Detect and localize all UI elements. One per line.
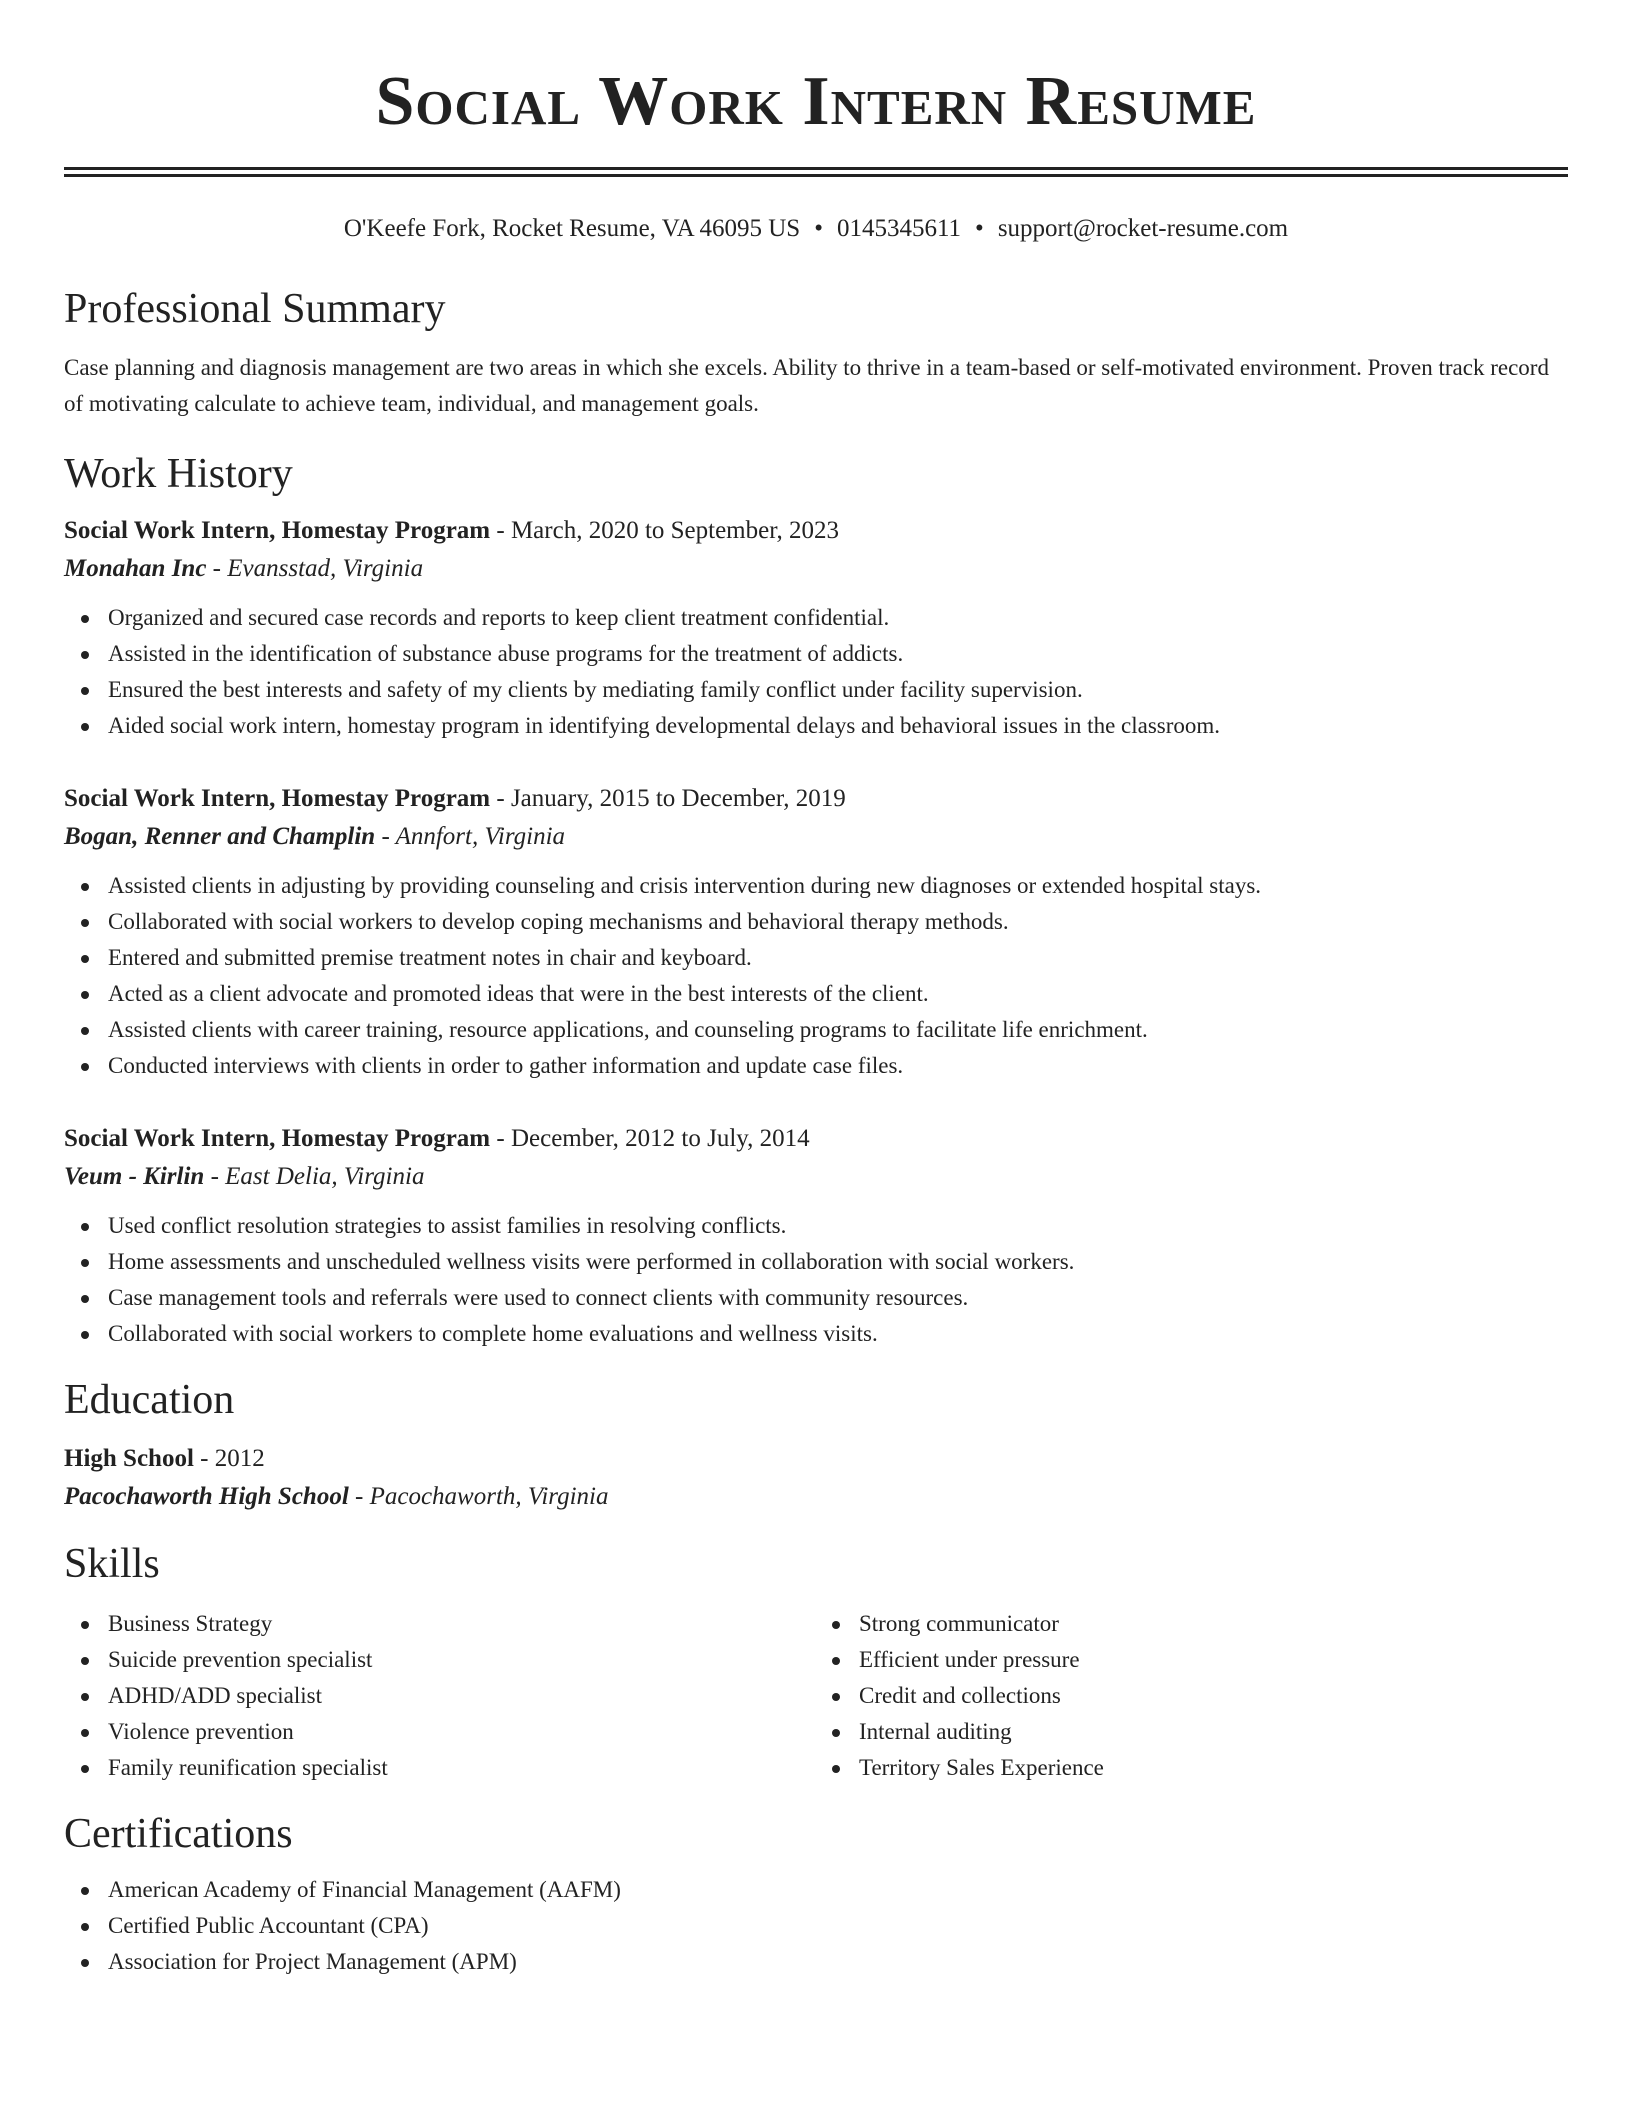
job-title-line (64, 512, 1568, 550)
list-item: Collaborated with social workers to develop coping mechanisms and behavioral therapy methods. (108, 904, 1568, 940)
skill-item: Family reunification specialist (108, 1750, 816, 1786)
education-entry (64, 1440, 1568, 1516)
job-entry (64, 780, 1568, 1084)
employer-name: Veum - Kirlin (64, 1163, 205, 1190)
school-name: Pacochaworth High School (64, 1483, 349, 1510)
employer-location: - Evansstad, Virginia (206, 555, 424, 582)
certification-item: American Academy of Financial Management (AAFM) (108, 1872, 1568, 1908)
job-duties-list (64, 868, 1568, 1084)
employer-name: Monahan Inc (64, 555, 207, 582)
school-line (64, 1478, 1568, 1516)
employer-line (64, 550, 1568, 588)
list-item: Assisted in the identification of substance abuse programs for the treatment of addicts. (108, 636, 1568, 672)
list-item: Ensured the best interests and safety of my clients by mediating family conflict under facility supervision. (108, 672, 1568, 708)
job-entry (64, 1120, 1568, 1352)
list-item: Organized and secured case records and reports to keep client treatment confidential. (108, 600, 1568, 636)
skills-heading: Skills (64, 1541, 160, 1587)
list-item: Entered and submitted premise treatment notes in chair and keyboard. (108, 940, 1568, 976)
job-dates: - December, 2012 to July, 2014 (490, 1125, 810, 1152)
list-item: Case management tools and referrals were used to connect clients with community resources. (108, 1280, 1568, 1316)
skill-item: Efficient under pressure (859, 1642, 1567, 1678)
list-item: Acted as a client advocate and promoted ideas that were in the best interests of the client. (108, 976, 1568, 1012)
list-item: Assisted clients in adjusting by providing counseling and crisis intervention during new diagnoses or extended hospital stays. (108, 868, 1568, 904)
list-item: Assisted clients with career training, resource applications, and counseling programs to facilitate life enrichment. (108, 1012, 1568, 1048)
certifications-heading: Certifications (64, 1811, 293, 1857)
skills-list-right (816, 1606, 1567, 1786)
employer-location: - Annfort, Virginia (375, 823, 566, 850)
job-title: Social Work Intern, Homestay Program (64, 517, 491, 544)
job-duties-list (64, 1208, 1568, 1352)
degree-name: High School (64, 1445, 194, 1472)
contact-line (64, 213, 1568, 245)
employer-name: Bogan, Renner and Champlin (64, 823, 376, 850)
skill-item: Business Strategy (108, 1606, 816, 1642)
job-title-line (64, 1120, 1568, 1158)
skills-list-left (64, 1606, 816, 1786)
contact-email: support@rocket-resume.com (997, 215, 1289, 242)
skill-item: ADHD/ADD specialist (108, 1678, 816, 1714)
page-title: Social Work Intern Resume (375, 63, 1257, 140)
resume-page (64, 0, 1568, 1980)
list-item: Conducted interviews with clients in order to gather information and update case files. (108, 1048, 1568, 1084)
job-title: Social Work Intern, Homestay Program (64, 785, 491, 812)
work-history-heading: Work History (64, 451, 293, 497)
job-duties-list (64, 600, 1568, 744)
list-item: Aided social work intern, homestay program in identifying developmental delays and behavioral issues in the classroom. (108, 708, 1568, 744)
title-divider (64, 167, 1568, 177)
degree-line (64, 1440, 1568, 1478)
contact-separator: • (975, 215, 984, 242)
certification-item: Certified Public Accountant (CPA) (108, 1908, 1568, 1944)
skill-item: Strong communicator (859, 1606, 1567, 1642)
list-item: Collaborated with social workers to complete home evaluations and wellness visits. (108, 1316, 1568, 1352)
contact-address: O'Keefe Fork, Rocket Resume, VA 46095 US (343, 215, 801, 242)
certifications-list (64, 1872, 1568, 1980)
job-title: Social Work Intern, Homestay Program (64, 1125, 491, 1152)
skills-columns (64, 1594, 1568, 1786)
list-item: Home assessments and unscheduled wellness visits were performed in collaboration with social workers. (108, 1244, 1568, 1280)
skill-item: Suicide prevention specialist (108, 1642, 816, 1678)
job-entry (64, 512, 1568, 744)
job-dates: - March, 2020 to September, 2023 (490, 517, 840, 544)
list-item: Used conflict resolution strategies to assist families in resolving conflicts. (108, 1208, 1568, 1244)
employer-location: - East Delia, Virginia (204, 1163, 425, 1190)
job-title-line (64, 780, 1568, 818)
certification-item: Association for Project Management (APM) (108, 1944, 1568, 1980)
degree-year: - 2012 (193, 1445, 265, 1472)
job-dates: - January, 2015 to December, 2019 (490, 785, 846, 812)
skill-item: Violence prevention (108, 1714, 816, 1750)
contact-separator: • (814, 215, 823, 242)
skill-item: Internal auditing (859, 1714, 1567, 1750)
summary-text: Case planning and diagnosis management are two areas in which she excels. Ability to thrive in a team-based or self-motivated environment. Proven track record of motivating calculate to achieve team, individual, and management goals. (64, 355, 1549, 416)
employer-line (64, 818, 1568, 856)
skill-item: Credit and collections (859, 1678, 1567, 1714)
summary-heading: Professional Summary (64, 286, 446, 332)
school-location: - Pacochaworth, Virginia (348, 1483, 609, 1510)
education-heading: Education (64, 1377, 235, 1423)
employer-line (64, 1158, 1568, 1196)
skill-item: Territory Sales Experience (859, 1750, 1567, 1786)
contact-phone: 0145345611 (836, 215, 962, 242)
